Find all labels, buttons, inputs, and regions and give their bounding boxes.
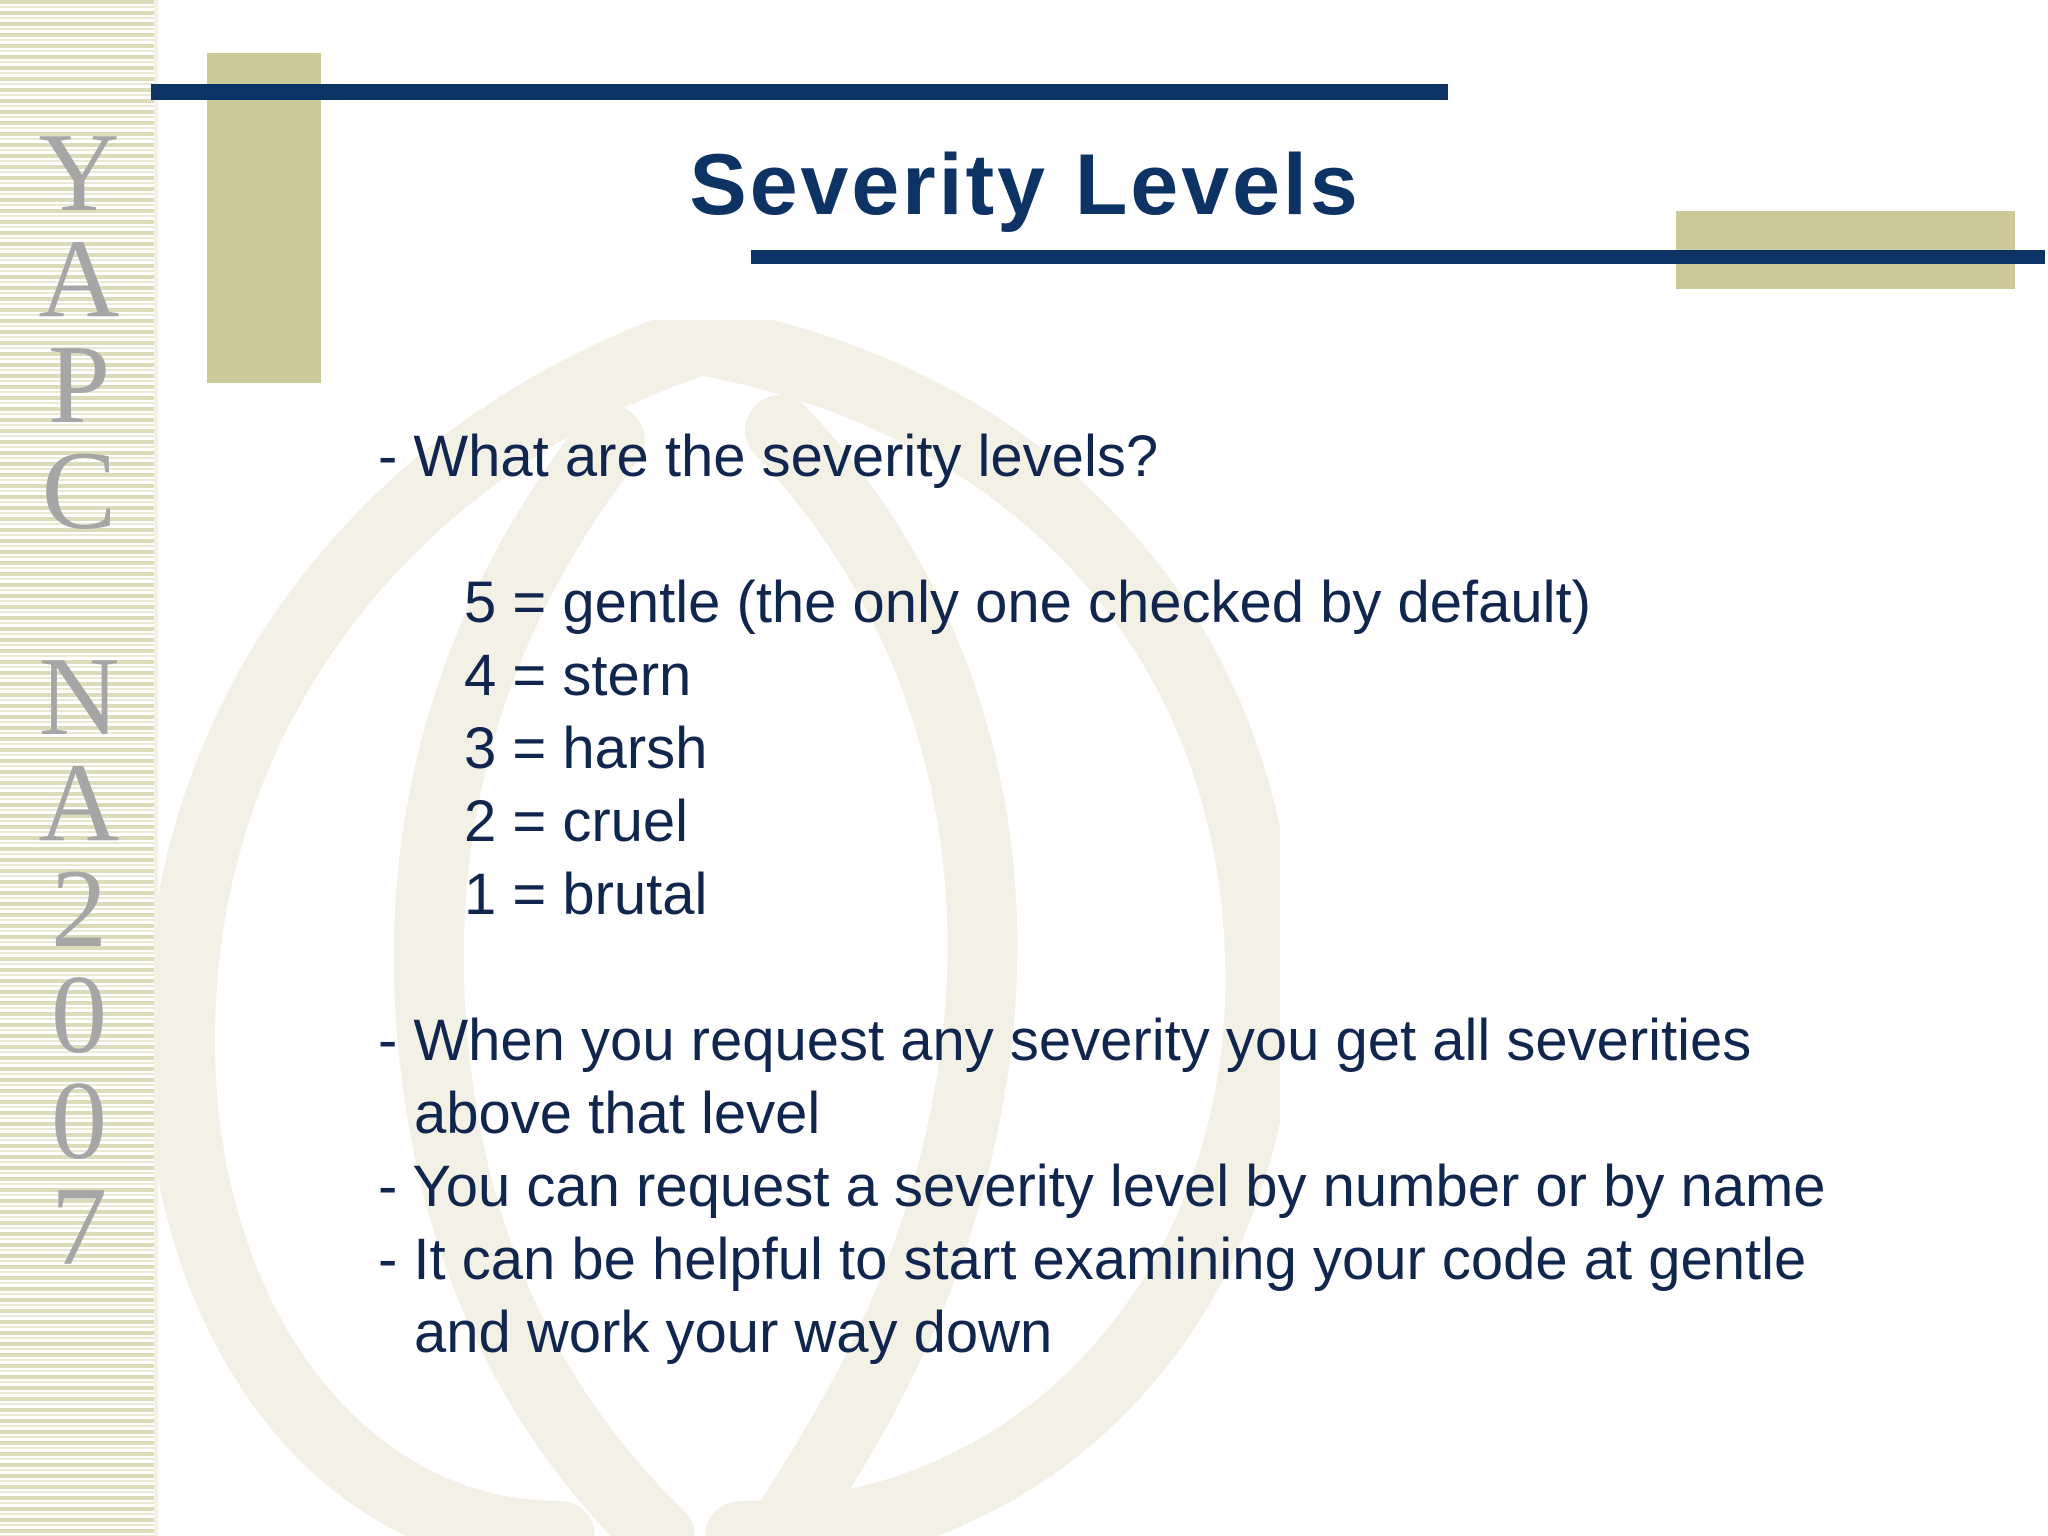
sidebar-letter: P bbox=[47, 323, 111, 447]
striped-sidebar bbox=[0, 0, 158, 1536]
sidebar-yapc-letters bbox=[0, 111, 158, 1289]
title-rule-top bbox=[151, 84, 1448, 100]
severity-level-item: 2 = cruel bbox=[464, 789, 689, 854]
sidebar-letter: Y bbox=[38, 111, 120, 235]
sidebar-letter: N bbox=[38, 635, 120, 759]
sidebar-letter: 0 bbox=[51, 953, 107, 1077]
severity-level-item: 1 = brutal bbox=[464, 862, 708, 927]
note-line-continuation: above that level bbox=[414, 1081, 821, 1146]
sidebar-letter: 0 bbox=[51, 1059, 107, 1183]
note-line: - When you request any severity you get all severities bbox=[378, 1008, 1752, 1073]
sidebar-letter: C bbox=[41, 429, 117, 553]
severity-level-item: 5 = gentle (the only one checked by default) bbox=[464, 570, 1591, 635]
question-line: - What are the severity levels? bbox=[378, 424, 1159, 489]
note-line: - It can be helpful to start examining your code at gentle bbox=[378, 1227, 1807, 1292]
severity-level-item: 4 = stern bbox=[464, 643, 692, 708]
sidebar-letter: 2 bbox=[51, 847, 107, 971]
accent-block-left bbox=[207, 53, 321, 383]
spacer bbox=[378, 493, 2018, 566]
note-line-continuation: and work your way down bbox=[414, 1300, 1053, 1365]
title-rule-bottom bbox=[751, 250, 2045, 264]
sidebar-letter: A bbox=[38, 741, 120, 865]
sidebar-letter: A bbox=[38, 217, 120, 341]
sidebar-letter: 7 bbox=[51, 1165, 107, 1289]
spacer bbox=[378, 931, 2018, 1004]
slide-title: Severity Levels bbox=[689, 137, 1361, 233]
note-line: - You can request a severity level by number or by name bbox=[378, 1154, 1826, 1219]
slide-body bbox=[378, 420, 2018, 1369]
severity-level-item: 3 = harsh bbox=[464, 716, 708, 781]
